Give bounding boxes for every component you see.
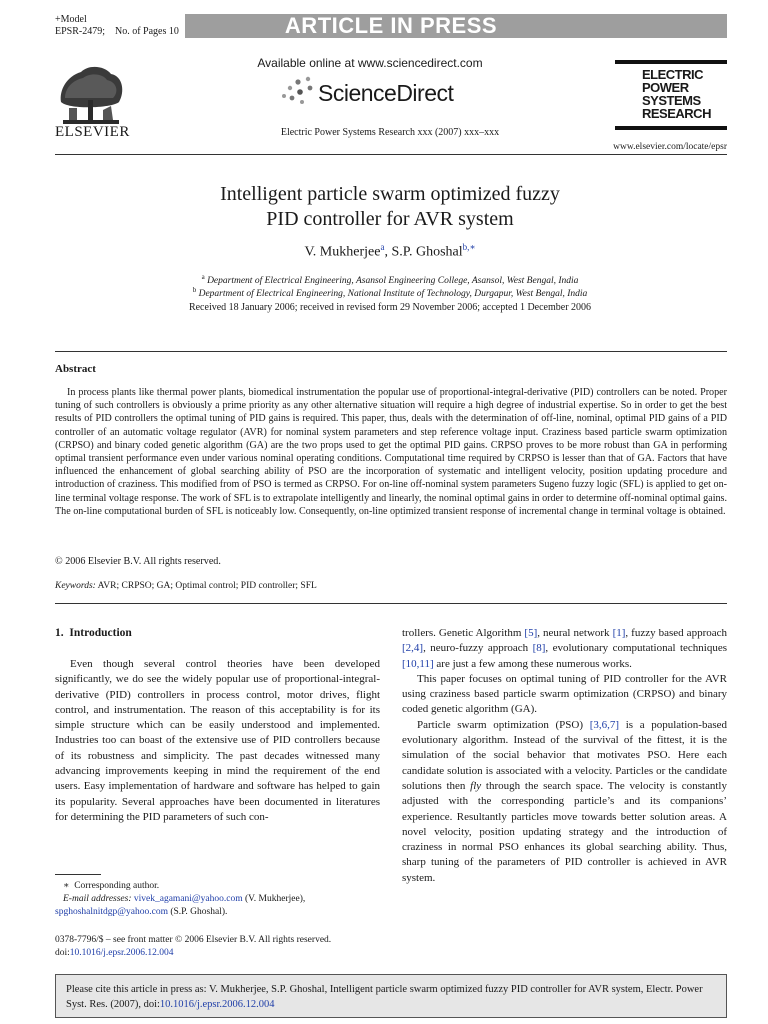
body-paragraph — [402, 718, 727, 886]
title-line: Intelligent particle swarm optimized fuzzy — [220, 183, 560, 205]
email-owner: (V. Mukherjee), — [242, 894, 306, 904]
affiliation-b — [100, 284, 680, 300]
received-dates: Received 18 January 2006; received in revised form 29 November 2006; accepted 1 December 2006 — [188, 302, 592, 313]
manuscript-meta — [55, 14, 185, 38]
citation-link[interactable]: [5] — [524, 627, 538, 639]
text-run: trollers. Genetic Algorithm — [402, 627, 525, 639]
elsevier-tree-logo — [55, 60, 127, 130]
abstract-body — [55, 386, 727, 518]
model-line: +Model — [55, 14, 87, 25]
author-separator: , — [384, 244, 392, 260]
emphasis-text: fly — [470, 779, 482, 792]
author-list — [100, 242, 680, 261]
affiliation-marker[interactable]: a — [380, 242, 385, 252]
journal-logo-line: RESEARCH — [642, 106, 711, 121]
affiliation-marker[interactable]: b,∗ — [462, 242, 476, 252]
abstract-bottom-rule — [55, 603, 727, 604]
text-run: , neuro-fuzzy approach — [423, 642, 533, 655]
email-link[interactable]: spghoshalnitdgp@yahoo.com — [55, 907, 168, 917]
body-paragraph: This paper focuses on optimal tuning of PID controller for the AVR using craziness based particle swarm optimization (CRPSO) and binary coded genetic algorithm (GA). — [402, 672, 727, 716]
article-title — [100, 182, 680, 232]
journal-logo-line: POWER — [642, 80, 689, 95]
abstract-paragraph: In process plants like thermal power plants, biomedical instrumentation the popular use of proportional-integral-derivative (PID) controllers can be noted. Proper tuning of such controllers is obviously a prime priority as any other alternative situation will require a high degree of industrial expertise. So in order to get the best results of PID controllers the optimal tuning of PID gains is required. This paper, thus, deals with the determination of off-line, nominal, optimal PID gains of a PID controller of an automatic voltage regulator (AVR) for nominal system parameters and step reference voltage input. Craziness based particle swarm optimization (CRPSO) and binary coded genetic algorithm (GA) are the two props used to get the optimal PID gains. CRPSO proves to be more robust than GA in performing optimal transient performance even under various nominal operating conditions. Computational time required by CRPSO is lesser than that of GA. Factors that have influenced the enhancement of global searching ability of PSO are the incorporation of systematic and intelligent velocity, position updating procedure and introduction of craziness. This modified from of PSO is termed as CRPSO. For on-line off-nominal system parameters Sugeno fuzzy logic (SFL) is applied to get on-line terminal voltage response. The work of SFL is to extrapolate intelligently and linearly, the nominal optimal gains in order to determine off-nominal optimal gains. The on-line computational burden of SFL is noticeably low. Consequently, on-line optimized transient response of incremental change in terminal voltage is obtained. — [55, 387, 727, 517]
email-link[interactable]: vivek_agamani@yahoo.com — [133, 894, 243, 904]
keywords-label: Keywords: — [55, 581, 96, 591]
footnotes — [55, 880, 385, 919]
text-run: Particle swarm optimization (PSO) — [417, 718, 590, 731]
email-addresses — [55, 893, 385, 906]
journal-citation-line: Electric Power Systems Research xxx (2007) xxx–xxx — [280, 127, 500, 138]
front-matter — [55, 934, 385, 960]
left-column — [55, 657, 380, 825]
email-addresses-cont — [55, 906, 385, 919]
abstract-heading: Abstract — [55, 363, 96, 375]
right-column — [402, 626, 727, 886]
citation-link[interactable]: [2,4] — [402, 642, 424, 655]
publisher-name: ELSEVIER — [55, 124, 130, 140]
affiliation-label: b — [192, 286, 197, 294]
doi-line — [55, 947, 385, 960]
citation-text: Please cite this article in press as: V. Mukherjee, S.P. Ghoshal, Intelligent particle swarm optimized fuzzy PID controller for AVR system, Electr. Power Syst. Res. (2007), doi: — [66, 984, 703, 1010]
header-divider — [55, 154, 727, 155]
banner-text: ARTICLE IN PRESS — [284, 13, 498, 38]
doi-label: doi: — [55, 948, 70, 958]
journal-url-link[interactable]: www.elsevier.com/locate/epsr — [613, 142, 727, 152]
citation-doi-link[interactable]: 10.1016/j.epsr.2006.12.004 — [159, 999, 275, 1010]
abstract-copyright: © 2006 Elsevier B.V. All rights reserved. — [55, 556, 221, 567]
citation-link[interactable]: [1] — [612, 627, 626, 639]
citation-link[interactable]: [8] — [532, 642, 546, 655]
email-owner: (S.P. Ghoshal). — [167, 907, 228, 917]
journal-logo-top-bar — [615, 60, 727, 64]
body-paragraph: Even though several control theories have been developed significantly, we do see the widely popular use of proportional-integral-derivative (PID) controllers in process control, motor drives, flight control, and instrumentation. The reason of this acceptability is for its simple structure which can be easily understood and implemented. Industries too can boast of the extensive use of PID controllers because of its robustness and simplicity. The past decades witnessed many advancing improvements keeping in mind the requirement of the end users. Easy implementation of hardware and software has helped to gain its popularity. Several approaches have been documented in literatures for determining the PID parameters of such con- — [55, 658, 380, 823]
citation-link[interactable]: [10,11] — [402, 657, 434, 670]
affiliation-text: Department of Electrical Engineering, Asansol Engineering College, Asansol, West Bengal, India — [207, 276, 579, 287]
issn-line: 0378-7796/$ – see front matter © 2006 Elsevier B.V. All rights reserved. — [55, 935, 332, 945]
citation-box — [55, 974, 727, 1018]
keywords — [55, 581, 317, 591]
text-run: are just a few among these numerous works. — [433, 657, 632, 670]
journal-logo-line: ELECTRIC — [642, 67, 703, 82]
text-run: , evolutionary computational techniques — [545, 642, 727, 655]
keywords-list: AVR; CRPSO; GA; Optimal control; PID controller; SFL — [97, 581, 317, 591]
body-paragraph — [402, 626, 727, 672]
email-label: E-mail addresses: — [63, 894, 132, 904]
citation-link[interactable]: [3,6,7] — [589, 718, 620, 731]
section-heading-introduction: 1. Introduction — [55, 627, 132, 639]
journal-logo-bottom-bar — [615, 126, 727, 130]
affiliation-label: a — [201, 273, 205, 281]
available-online: Available online at www.sciencedirect.com — [257, 56, 483, 70]
affiliation-text: Department of Electrical Engineering, National Institute of Technology, Durgapur, West Bengal, India — [198, 289, 588, 300]
sciencedirect-wordmark: ScienceDirect — [318, 80, 454, 106]
text-run: through the search space. The velocity is constantly adjusted with the corresponding particle’s and its companions’ experience. Resultantly particles move towards better solution areas. A novel velocity, position updating strategy and the introduction of craziness in normal PSO enhances its global searching ability. Thus, sharp tuning of the parameters of PID controller is achieved in AVR system. — [402, 779, 727, 884]
doi-link[interactable]: 10.1016/j.epsr.2006.12.004 — [69, 948, 174, 958]
text-run: , neural network — [537, 627, 613, 639]
ref-line: EPSR-2479; No. of Pages 10 — [55, 26, 179, 37]
text-run: , fuzzy based approach — [625, 627, 727, 639]
abstract-top-rule — [55, 351, 727, 352]
title-line: PID controller for AVR system — [266, 208, 514, 230]
text-run: is a population-based evolutionary algorithm. Instead of the survival of the fittest, it is the simulation of the social behavior that motivates PSO. Here each candidate solution is associated with a velocity. Particles or the candidate solutions then — [402, 718, 728, 792]
footnote-rule — [55, 874, 101, 875]
journal-logo — [642, 68, 711, 120]
journal-logo-line: SYSTEMS — [642, 93, 701, 108]
author-name: S.P. Ghoshal — [391, 244, 463, 260]
sciencedirect-dots-icon — [278, 74, 318, 106]
author-name: V. Mukherjee — [304, 244, 381, 260]
corresponding-author-note: ∗ Corresponding author. — [63, 881, 160, 891]
